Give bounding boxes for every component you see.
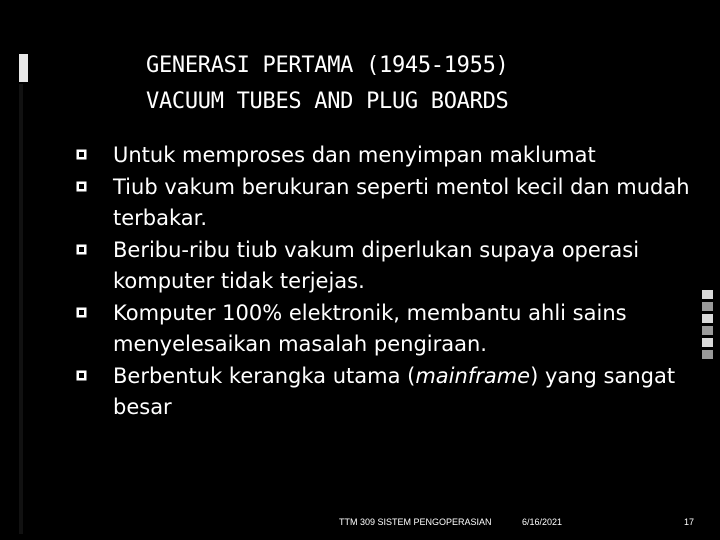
bullet-text: Untuk memproses dan menyimpan maklumat — [113, 143, 596, 167]
bullet-text: Tiub vakum berukuran seperti mentol kecil dan mudah terbakar. — [113, 175, 690, 230]
footer-date: 6/16/2021 — [522, 517, 563, 527]
decor-square — [702, 326, 713, 335]
bullet-text-after: ) yang sangat besar — [113, 364, 676, 419]
bullet-item — [76, 140, 696, 171]
page-number: 17 — [684, 517, 695, 527]
side-decoration — [702, 290, 714, 362]
bullet-text: Beribu-ribu tiub vakum diperlukan supaya operasi komputer tidak terjejas. — [113, 238, 640, 293]
decor-square — [702, 350, 713, 359]
decor-square — [702, 302, 713, 311]
title-line-2: VACUUM TUBES AND PLUG BOARDS — [146, 89, 509, 114]
slide-footer — [0, 517, 720, 533]
square-bullet-icon — [76, 149, 87, 160]
bullet-item — [76, 361, 696, 423]
accent-block — [19, 54, 28, 82]
decor-square — [702, 338, 713, 347]
slide-title — [146, 48, 706, 120]
decor-square — [702, 314, 713, 323]
title-line-1: GENERASI PERTAMA (1945-1955) — [146, 53, 509, 78]
square-bullet-icon — [76, 181, 87, 192]
footer-course: TTM 309 SISTEM PENGOPERASIAN — [339, 517, 492, 527]
bullet-item — [76, 235, 696, 297]
square-bullet-icon — [76, 244, 87, 255]
square-bullet-icon — [76, 307, 87, 318]
accent-bar — [19, 84, 23, 534]
bullet-text: Komputer 100% elektronik, membantu ahli sains menyelesaikan masalah pengiraan. — [113, 301, 627, 356]
bullet-list — [76, 140, 696, 424]
square-bullet-icon — [76, 370, 87, 381]
bullet-emphasis: mainframe — [415, 364, 531, 388]
bullet-text-before: Berbentuk kerangka utama ( — [113, 364, 416, 388]
decor-square — [702, 290, 713, 299]
bullet-item — [76, 172, 696, 234]
bullet-item — [76, 298, 696, 360]
